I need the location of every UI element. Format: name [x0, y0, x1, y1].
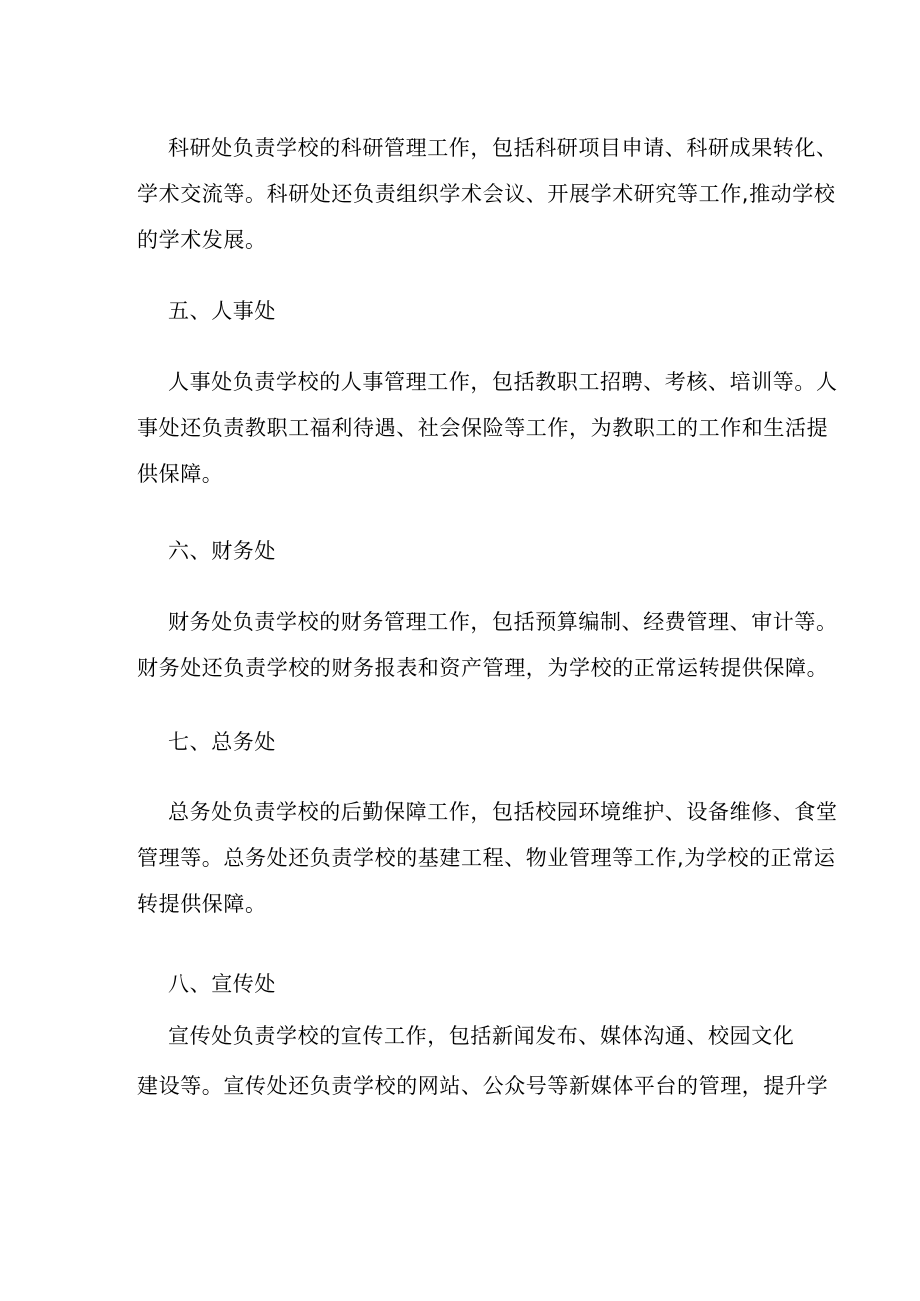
- paragraph-line: 管理等。总务处还负责学校的基建工程、物业管理等工作,为学校的正常运: [137, 846, 836, 870]
- paragraph-line: 供保障。: [137, 462, 224, 486]
- paragraph-line: 的学术发展。: [137, 228, 267, 252]
- paragraph-line: 人事处负责学校的人事管理工作，包括教职工招聘、考核、培训等。人: [168, 370, 838, 394]
- paragraph-line: 学术交流等。科研处还负责组织学术会议、开展学术研究等工作,推动学校: [137, 182, 836, 206]
- paragraph-line: 建设等。宣传处还负责学校的网站、公众号等新媒体平台的管理，提升学: [137, 1074, 829, 1098]
- section-heading: 六、财务处: [168, 539, 276, 563]
- paragraph-line: 财务处还负责学校的财务报表和资产管理，为学校的正常运转提供保障。: [137, 656, 829, 680]
- paragraph-line: 宣传处负责学校的宣传工作，包括新闻发布、媒体沟通、校园文化: [168, 1024, 795, 1048]
- paragraph-line: 转提供保障。: [137, 892, 267, 916]
- section-heading: 八、宣传处: [168, 972, 276, 996]
- section-heading: 七、总务处: [168, 730, 276, 754]
- paragraph-line: 总务处负责学校的后勤保障工作，包括校园环境维护、设备维修、食堂: [168, 800, 838, 824]
- paragraph-line: 科研处负责学校的科研管理工作，包括科研项目申请、科研成果转化、: [168, 136, 838, 160]
- paragraph-line: 事处还负责教职工福利待遇、社会保险等工作，为教职工的工作和生活提: [137, 416, 829, 440]
- section-heading: 五、人事处: [168, 299, 276, 323]
- paragraph-line: 财务处负责学校的财务管理工作，包括预算编制、经费管理、审计等。: [168, 610, 838, 634]
